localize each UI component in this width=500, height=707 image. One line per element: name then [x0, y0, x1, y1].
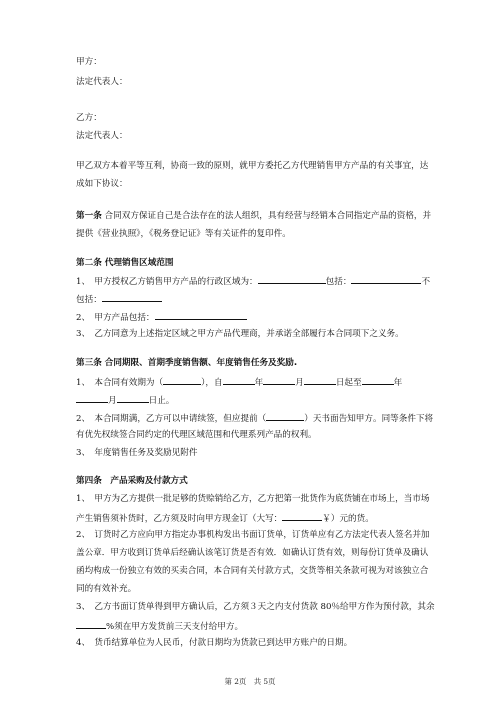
- article-3-item-1-cont: [76, 393, 174, 407]
- article-4-item-4: 4、 货币结算单位为人民币，付款日期均为货款已到达甲方账户的日期。: [76, 638, 353, 648]
- article-3-item-1: [76, 375, 402, 389]
- party-a-label: 甲方：: [76, 57, 102, 67]
- text: 2、 本合同期满，乙方可以申请续签，但应提前（: [76, 414, 267, 424]
- article-1-text: 合同双方保证自己是合法存在的法人组织，具有经营与经销本合同指定产品的资格，并: [104, 211, 432, 221]
- party-a-rep: 法定代表人：: [76, 77, 128, 87]
- text: 2、 甲方产品包括：: [76, 313, 155, 323]
- blank-field: [117, 393, 149, 403]
- blank-field: [282, 511, 322, 521]
- article-2-item-2: [76, 310, 247, 324]
- text: %须在甲方发货前三天支付给甲方。: [106, 622, 244, 632]
- article-4-item-2-line-3: 函均构成一份独立有效的买卖合同，本合同有关付款方式，交货等相关条款可视为对该独立合: [76, 566, 429, 576]
- party-b-rep: 法定代表人：: [76, 131, 128, 141]
- blank-field: [76, 619, 106, 629]
- article-2-item-1: [76, 274, 430, 288]
- text: ），自: [201, 378, 223, 388]
- article-2-title: 第二条 代理销售区域范围: [76, 258, 174, 268]
- article-1-number: 第一条: [76, 211, 102, 221]
- text: 日止。: [148, 396, 175, 406]
- text: 年: [393, 378, 403, 388]
- blank-field: [163, 375, 201, 385]
- party-b-label: 乙方：: [76, 113, 102, 123]
- article-4-title: 第四条 产品采购及付款方式: [76, 476, 188, 486]
- text: ￥）元的货。: [322, 514, 374, 524]
- text: 产生销售须补货时，乙方须及时向甲方现金订（大写：: [76, 514, 283, 524]
- blank-field: [155, 310, 247, 320]
- article-3-item-2-cont: 有优先权续签合同约定的代理区域范围和代理系列产品的权利。: [76, 430, 317, 440]
- intro-line-1: 甲乙双方本着平等互利，协商一致的原则，就甲方委托乙方代理销售甲方产品的有关事宜，达: [76, 161, 429, 171]
- article-4-item-3-line-2: [76, 619, 243, 633]
- text: 年: [254, 378, 264, 388]
- text: 月: [295, 378, 304, 388]
- blank-field: [102, 292, 162, 302]
- blank-field: [266, 411, 304, 421]
- text: 日起至: [335, 378, 362, 388]
- article-4-item-1-line-2: [76, 511, 374, 525]
- blank-field: [304, 375, 336, 385]
- page-footer: 第 2页 共 5页: [224, 677, 276, 686]
- blank-field: [223, 375, 255, 385]
- article-4-item-2-line-4: 同的有效补充。: [76, 584, 137, 594]
- article-4-item-2-line-2: 盖公章．甲方收到订货单后经确认该笔订货是否有效．如确认订货有效，则每份订货单及确认: [76, 548, 429, 558]
- article-4-item-2-line-1: 2、 订货时乙方应向甲方指定办事机构发出书面订货单，订货单应有乙方法定代表人签名并加: [76, 530, 430, 540]
- article-2-item-3: 3、 乙方同意为上述指定区域之甲方产品代理商，并承诺全部履行本合同项下之义务。: [76, 329, 404, 339]
- article-3-title: 第三条 合同期限、首期季度销售额、年度销售任务及奖励.: [76, 358, 298, 368]
- text: 1、 甲方授权乙方销售甲方产品的行政区域为：: [76, 277, 258, 287]
- text: 包括：: [76, 295, 102, 305]
- article-3-item-2: [76, 411, 433, 425]
- text: 包括：: [325, 277, 352, 287]
- article-4-item-3-line-1: 3、 乙方书面订货单得到甲方确认后，乙方须３天之内支付货款 80％给甲方作为预付款，其余: [76, 602, 435, 612]
- blank-field: [263, 375, 295, 385]
- article-4-item-1-line-1: 1、 甲方为乙方提供一批足够的货赊销给乙方，乙方把第一批货作为底货铺在市场上，当市场: [76, 494, 430, 504]
- article-1-line-1: [76, 210, 431, 222]
- blank-field: [362, 375, 394, 385]
- blank-field: [76, 393, 108, 403]
- blank-field: [351, 274, 421, 284]
- article-3-item-3: 3、 年度销售任务及奖励见附件: [76, 448, 198, 458]
- article-1-line-2: 提供《营业执照》，《税务登记证》等有关证件的复印件。: [76, 229, 291, 239]
- article-2-item-1-cont: [76, 292, 162, 306]
- text: 月: [108, 396, 117, 406]
- text: 不: [421, 277, 431, 287]
- blank-field: [258, 274, 326, 284]
- intro-line-2: 成如下协议：: [76, 179, 128, 189]
- text: 1、 本合同有效期为（: [76, 378, 164, 388]
- text: ）天书面告知甲方。同等条件下将: [304, 414, 434, 424]
